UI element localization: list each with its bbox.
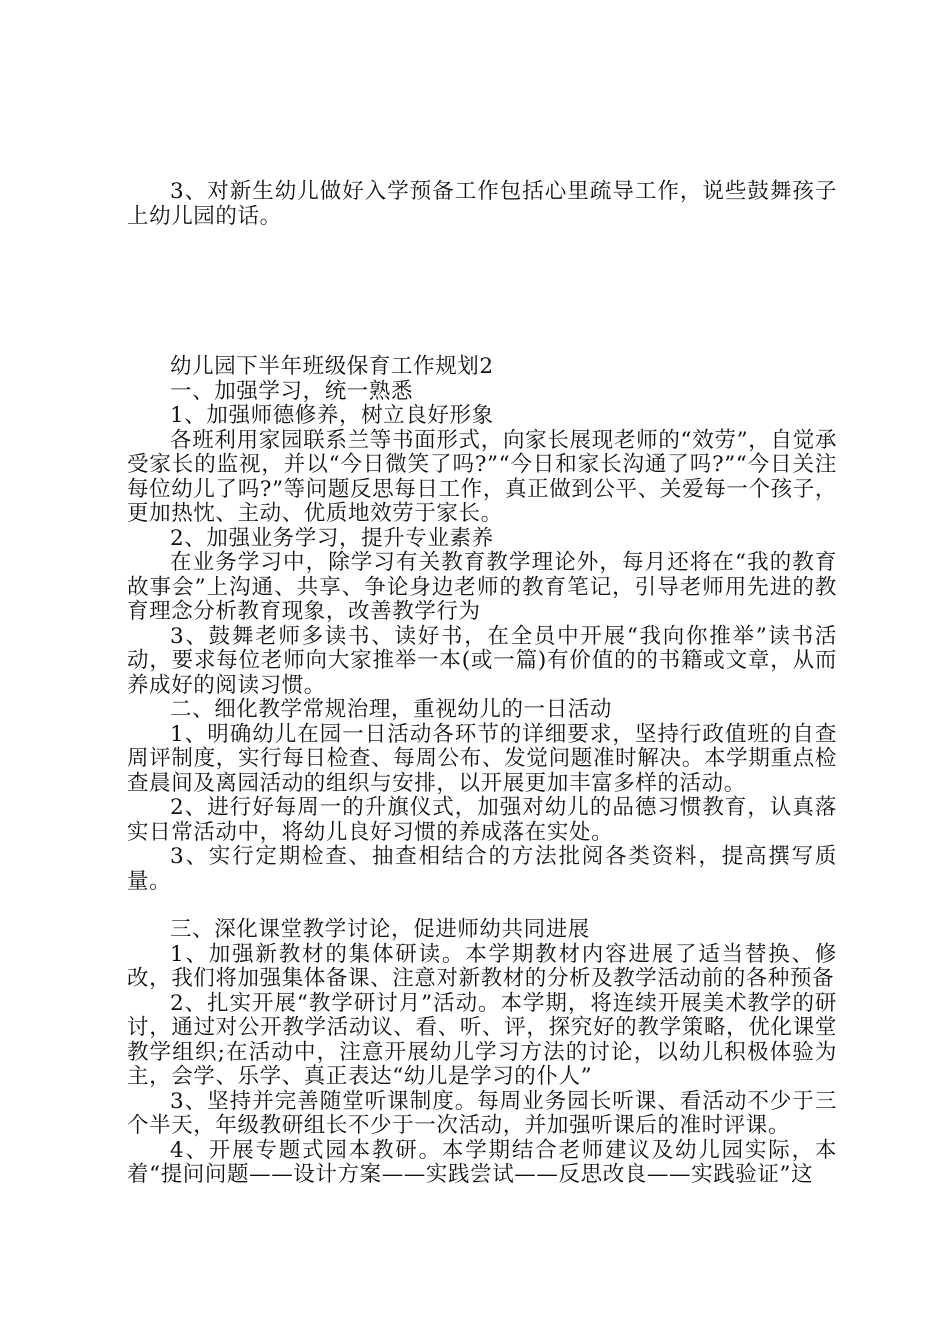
paragraph: 3、坚持并完善随堂听课制度。每周业务园长听课、看活动不少于三个半天，年级教研组长不少于一次活动，并加强听课后的准时评课。 xyxy=(127,1088,837,1138)
subheading: 2、加强业务学习，提升专业素养 xyxy=(170,525,494,551)
paragraph: 1、明确幼儿在园一日活动各环节的详细要求，坚持行政值班的自查周评制度，实行每日检查、每周公布、发觉问题准时解决。本学期重点检查晨间及离园活动的组织与安排，以开展更加丰富多样的活动。 xyxy=(127,721,837,796)
paragraph: 3、实行定期检查、抽查相结合的方法批阅各类资料，提高撰写质量。 xyxy=(127,844,837,894)
section-title: 幼儿园下半年班级保育工作规划2 xyxy=(170,354,494,379)
paragraph: 各班利用家园联系兰等书面形式，向家长展现老师的“效劳”，自觉承受家长的监视，并以“今日微笑了吗?”“今日和家长沟通了吗?”“今日关注每位幼儿了吗?”等问题反思每日工作，真正做到公平、关爱每一个孩子，更加热忱、主动、优质地效劳于家长。 xyxy=(127,427,837,526)
heading-2: 二、细化教学常规治理，重视幼儿的一日活动 xyxy=(170,697,613,722)
intro-block xyxy=(127,180,837,229)
paragraph: 2、扎实开展“教学研讨月”活动。本学期，将连续开展美术教学的研讨，通过对公开教学活动议、看、听、评，探究好的教学策略，优化课堂教学组织;在活动中，注意开展幼儿学习方法的讨论，以幼儿积极体验为主，会学、乐学、真正表达“幼儿是学习的仆人” xyxy=(127,990,837,1089)
paragraph: 3、对新生幼儿做好入学预备工作包括心里疏导工作，说些鼓舞孩子上幼儿园的话。 xyxy=(127,179,837,229)
paragraph: 2、进行好每周一的升旗仪式，加强对幼儿的品德习惯教育，认真落实日常活动中，将幼儿良好习惯的养成落在实处。 xyxy=(127,795,837,845)
spacer xyxy=(127,894,837,918)
paragraph: 1、加强新教材的集体研读。本学期教材内容进展了适当替换、修改，我们将加强集体备课、注意对新教材的分析及教学活动前的各种预备 xyxy=(127,941,837,991)
heading-3: 三、深化课堂教学讨论，促进师幼共同进展 xyxy=(170,917,590,942)
subheading: 1、加强师德修养，树立良好形象 xyxy=(170,403,494,428)
paragraph: 3、鼓舞老师多读书、读好书，在全员中开展“我向你推举”读书活动，要求每位老师向大家推举一本(或一篇)有价值的的书籍或文章，从而养成好的阅读习惯。 xyxy=(127,623,837,698)
paragraph: 4、开展专题式园本教研。本学期结合老师建议及幼儿园实际，本着“提问问题——设计方案——实践尝试——反思改良——实践验证”这 xyxy=(127,1137,837,1187)
paragraph: 在业务学习中，除学习有关教育教学理论外，每月还将在“我的教育故事会”上沟通、共享、争论身边老师的教育笔记，引导老师用先进的教育理念分析教育现象，改善教学行为 xyxy=(127,550,837,624)
plan-section xyxy=(127,355,837,1188)
heading-1: 一、加强学习，统一熟悉 xyxy=(170,378,414,404)
